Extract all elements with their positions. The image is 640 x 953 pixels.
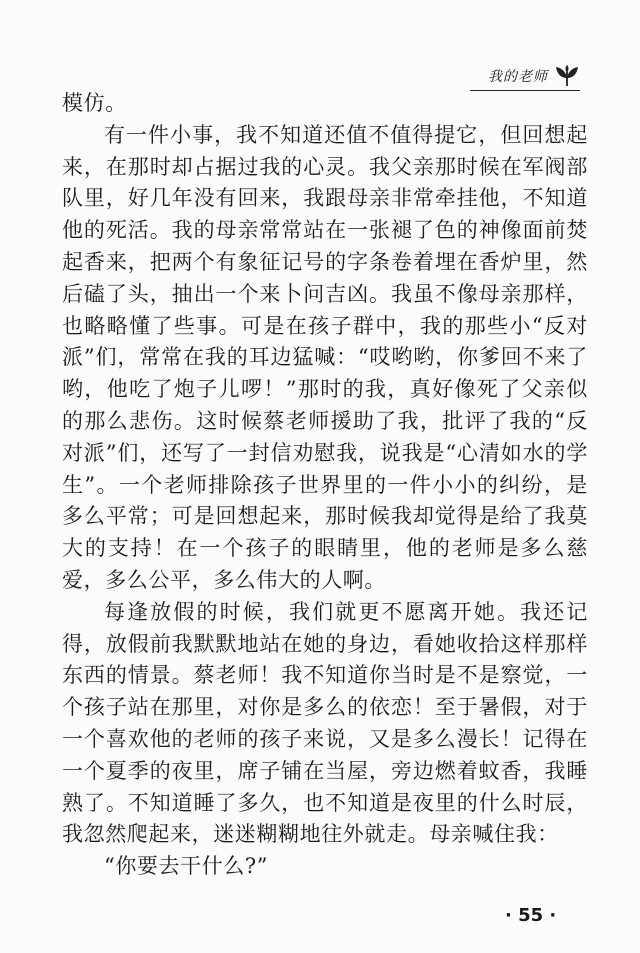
running-header	[470, 62, 580, 91]
leaf-sprout-icon	[554, 64, 580, 88]
paragraph-continuation: 模仿。	[62, 91, 127, 115]
page-number: · 55 ·	[505, 905, 557, 926]
running-header-title: 我的老师	[488, 69, 548, 85]
body-text	[62, 88, 588, 883]
paragraph-small-incident: 有一件小事，我不知道还值不值得提它，但回想起来，在那时却占据过我的心灵。我父亲那时候在军阀部队里，好几年没有回来，我跟母亲非常牵挂他，不知道他的死活。我的母亲常常站在一张褪了色的神像面前焚起香来，把两个有象征记号的字条卷着埋在香炉里，然后磕了头，抽出一个来卜问吉凶。我虽不像母亲那样，也略略懂了些事。可是在孩子群中，我的那些小“反对派”们，常常在我的耳边猛喊：“哎哟哟，你爹回不来了哟，他吃了炮子儿啰！”那时的我，真好像死了父亲似的那么悲伤。这时候蔡老师援助了我，批评了我的“反对派”们，还写了一封信劝慰我，说我是“心清如水的学生”。一个老师排除孩子世界里的一件小小的纠纷，是多么平常；可是回想起来，那时候我却觉得是给了我莫大的支持！在一个孩子的眼睛里，他的老师是多么慈爱，多么公平，多么伟大的人啊。	[62, 122, 588, 592]
paragraph-dialogue: “你要去干什么?”	[104, 854, 269, 879]
paragraph-holidays: 每逢放假的时候，我们就更不愿离开她。我还记得，放假前我默默地站在她的身边，看她收拾这样那样东西的情景。蔡老师！我不知道你当时是不是察觉，一个孩子站在那里，对你是多么的依恋！至于暑假，对于一个喜欢他的老师的孩子来说，又是多么漫长！记得在一个夏季的夜里，席子铺在当屋，旁边燃着蚊香，我睡熟了。不知道睡了多久，也不知道是夜里的什么时辰，我忽然爬起来，迷迷糊糊地往外就走。母亲喊住我：	[62, 599, 588, 847]
